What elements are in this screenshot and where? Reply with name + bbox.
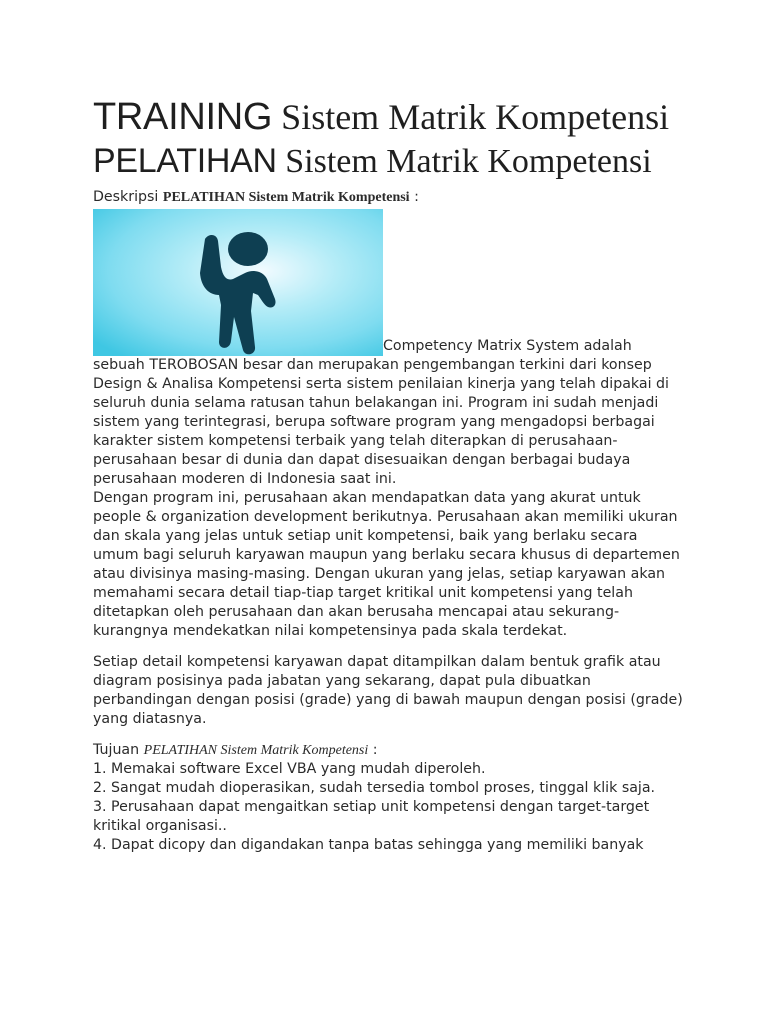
objectives-section — [93, 741, 683, 855]
page-subtitle — [93, 139, 683, 184]
list-item: 2. Sangat mudah dioperasikan, sudah tersedia tombol proses, tinggal klik saja. — [93, 780, 656, 796]
paragraph-1 — [93, 207, 683, 489]
paragraph-1-text: Competency Matrix System adalah sebuah TEROBOSAN besar dan merupakan pengembangan terkini dari konsep Design & Analisa Kompetensi serta sistem penilaian kinerja yang telah dipakai di seluruh dunia selama ratusan tahun belakangan ini. Program ini sudah menjadi sistem yang terintegrasi, berupa software program yang mengadopsi berbagai karakter sistem kompetensi terbaik yang telah diterapkan di perusahaan-perusahaan besar di dunia dan dapat disesuaikan dengan berbagai budaya perusahaan moderen di Indonesia saat ini. — [93, 338, 669, 487]
description-bold-title: PELATIHAN Sistem Matrik Kompetensi — [162, 190, 410, 205]
objectives-prefix: Tujuan — [93, 742, 144, 758]
page-title — [93, 92, 683, 143]
title-serif-part: Sistem Matrik Kompetensi — [272, 97, 670, 137]
person-figure-icon — [93, 209, 383, 356]
list-item: 3. Perusahaan dapat mengaitkan setiap unit kompetensi dengan target-target kritikal organisasi.. — [93, 799, 650, 834]
hero-image — [93, 209, 383, 356]
title-training-word: TRAINING — [93, 96, 273, 138]
paragraph-3: Setiap detail kompetensi karyawan dapat ditampilkan dalam bentuk grafik atau diagram posisinya pada jabatan yang sekarang, dapat pula dibuatkan perbandingan dengan posisi (grade) yang di bawah maupun dengan posisi (grade) yang diatasnya. — [93, 654, 683, 727]
objectives-italic-title: PELATIHAN Sistem Matrik Kompetensi — [143, 743, 369, 758]
description-suffix: : — [409, 189, 419, 205]
objectives-suffix: : — [368, 742, 378, 758]
subtitle-pelatihan-word: PELATIHAN — [93, 142, 277, 180]
description-prefix: Deskripsi — [93, 189, 163, 205]
subtitle-serif-part: Sistem Matrik Kompetensi — [276, 143, 652, 180]
list-item: 4. Dapat dicopy dan digandakan tanpa batas sehingga yang memiliki banyak — [93, 837, 644, 853]
description-label — [93, 188, 683, 207]
document-page — [93, 92, 683, 855]
paragraph-2: Dengan program ini, perusahaan akan mendapatkan data yang akurat untuk people & organization development berikutnya. Perusahaan akan memiliki ukuran dan skala yang jelas untuk setiap unit kompetensi, baik yang berlaku secara umum bagi seluruh karyawan maupun yang berlaku secara khusus di departemen atau divisinya masing-masing. Dengan ukuran yang jelas, setiap karyawan akan memahami secara detail tiap-tiap target kritikal unit kompetensi yang telah ditetapkan oleh perusahaan dan akan berusaha mencapai atau sekurang-kurangnya mendekatkan nilai kompetensinya pada skala terdekat. — [93, 490, 680, 639]
list-item: 1. Memakai software Excel VBA yang mudah diperoleh. — [93, 761, 486, 777]
